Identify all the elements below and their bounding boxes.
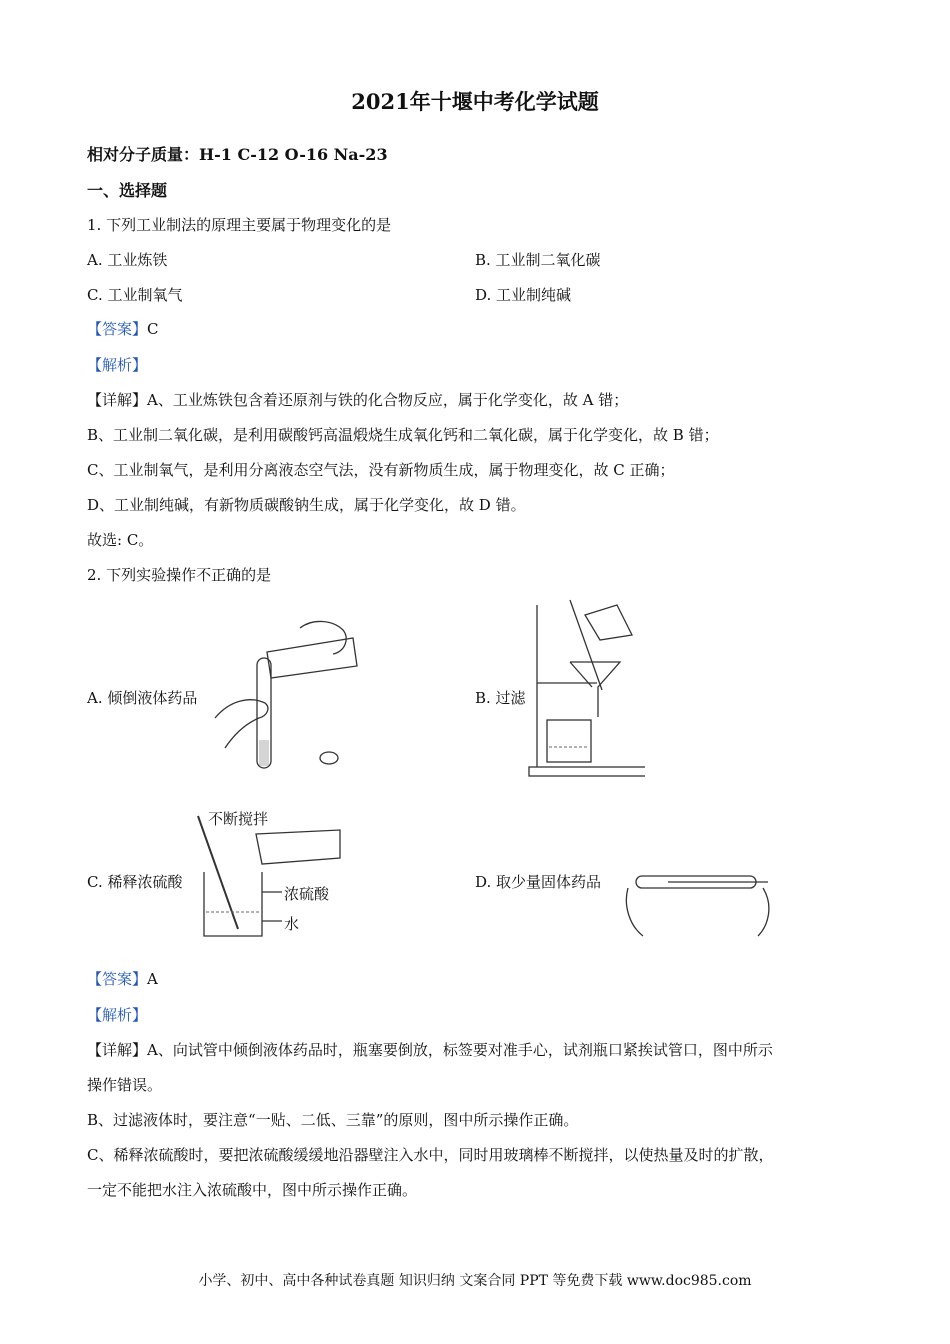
q2-option-c: C. 稀释浓硫酸 — [87, 873, 183, 891]
detail-tag: 【详解】 — [87, 391, 148, 409]
q1-detail-d: D、工业制纯碱，有新物质碳酸钠生成，属于化学变化，故 D 错。 — [87, 496, 526, 514]
q2-detail-b: B、过滤液体时，要注意“一贴、二低、三靠”的原则，图中所示操作正确。 — [87, 1111, 579, 1129]
pouring-beaker — [585, 605, 632, 640]
glass-rod — [570, 600, 602, 690]
dilution-figure — [190, 804, 360, 944]
q1-detail-c: C、工业制氧气，是利用分离液态空气法，没有新物质生成，属于物理变化，故 C 正确； — [87, 461, 675, 479]
q1-detail-1 — [87, 389, 628, 410]
dilution-beaker — [204, 872, 262, 936]
q1-option-c: C. 工业制氧气 — [87, 286, 183, 304]
left-hand — [626, 888, 643, 936]
section-heading: 一、选择题 — [87, 181, 168, 200]
q2-detail-c: C、稀释浓硫酸时，要把浓硫酸缓缓地沿器壁注入水中，同时用玻璃棒不断搅拌，以使热量及时的扩散， — [87, 1146, 774, 1164]
filtration-figure — [525, 595, 645, 780]
beaker — [547, 720, 591, 762]
relative-mass-line: 相对分子质量：H-1 C-12 O-16 Na-23 — [87, 145, 388, 164]
q2-detail-a-cont: 操作错误。 — [87, 1076, 163, 1094]
q2-stem: 2. 下列实验操作不正确的是 — [87, 566, 272, 584]
solid-sampling-figure — [618, 848, 778, 943]
reagent-bottle — [267, 638, 357, 678]
q1-detail-text-a: A、工业炼铁包含着还原剂与铁的化合物反应，属于化学变化，故 A 错； — [147, 391, 629, 409]
label-acid: 浓硫酸 — [284, 885, 330, 903]
answer-tag: 【答案】 — [87, 320, 148, 338]
q1-analysis-tag: 【解析】 — [87, 356, 148, 374]
label-water: 水 — [284, 915, 300, 933]
bottle-stopper — [320, 752, 338, 764]
q2-detail-1 — [87, 1039, 773, 1060]
q1-option-b: B. 工业制二氧化碳 — [475, 251, 601, 269]
label-stir: 不断搅拌 — [208, 810, 269, 828]
page-title: 2021年十堰中考化学试题 — [351, 89, 599, 114]
q1-conclusion: 故选: C。 — [87, 531, 154, 549]
q2-option-a: A. 倾倒液体药品 — [87, 689, 198, 707]
pouring-liquid-figure — [205, 608, 365, 778]
q1-answer-row — [87, 318, 159, 339]
q2-analysis-tag: 【解析】 — [87, 1006, 148, 1024]
hand-top — [300, 621, 346, 654]
q1-option-d: D. 工业制纯碱 — [475, 286, 572, 304]
q2-detail-text-a: A、向试管中倾倒液体药品时，瓶塞要倒放，标签要对准手心，试剂瓶口紧挨试管口，图中所示 — [147, 1041, 773, 1059]
q2-option-b: B. 过滤 — [475, 689, 526, 707]
page-footer: 小学、初中、高中各种试卷真题 知识归纳 文案合同 PPT 等免费下载 www.doc985.com — [198, 1273, 752, 1289]
q2-option-d: D. 取少量固体药品 — [475, 873, 602, 891]
right-hand — [758, 888, 769, 936]
q2-answer-tag: 【答案】 — [87, 970, 148, 988]
stand-base — [529, 767, 645, 776]
q2-answer: A — [147, 970, 158, 988]
q1-stem: 1. 下列工业制法的原理主要属于物理变化的是 — [87, 216, 392, 234]
q1-detail-b: B、工业制二氧化碳，是利用碳酸钙高温煅烧生成氧化钙和二氧化碳，属于化学变化，故 B 错； — [87, 426, 719, 444]
q2-answer-row — [87, 968, 158, 989]
q2-detail-c-cont: 一定不能把水注入浓硫酸中，图中所示操作正确。 — [87, 1181, 418, 1199]
q1-option-a: A. 工业炼铁 — [87, 251, 168, 269]
acid-bottle — [256, 830, 340, 864]
q1-answer: C — [147, 320, 159, 338]
q2-detail-tag: 【详解】 — [87, 1041, 148, 1059]
